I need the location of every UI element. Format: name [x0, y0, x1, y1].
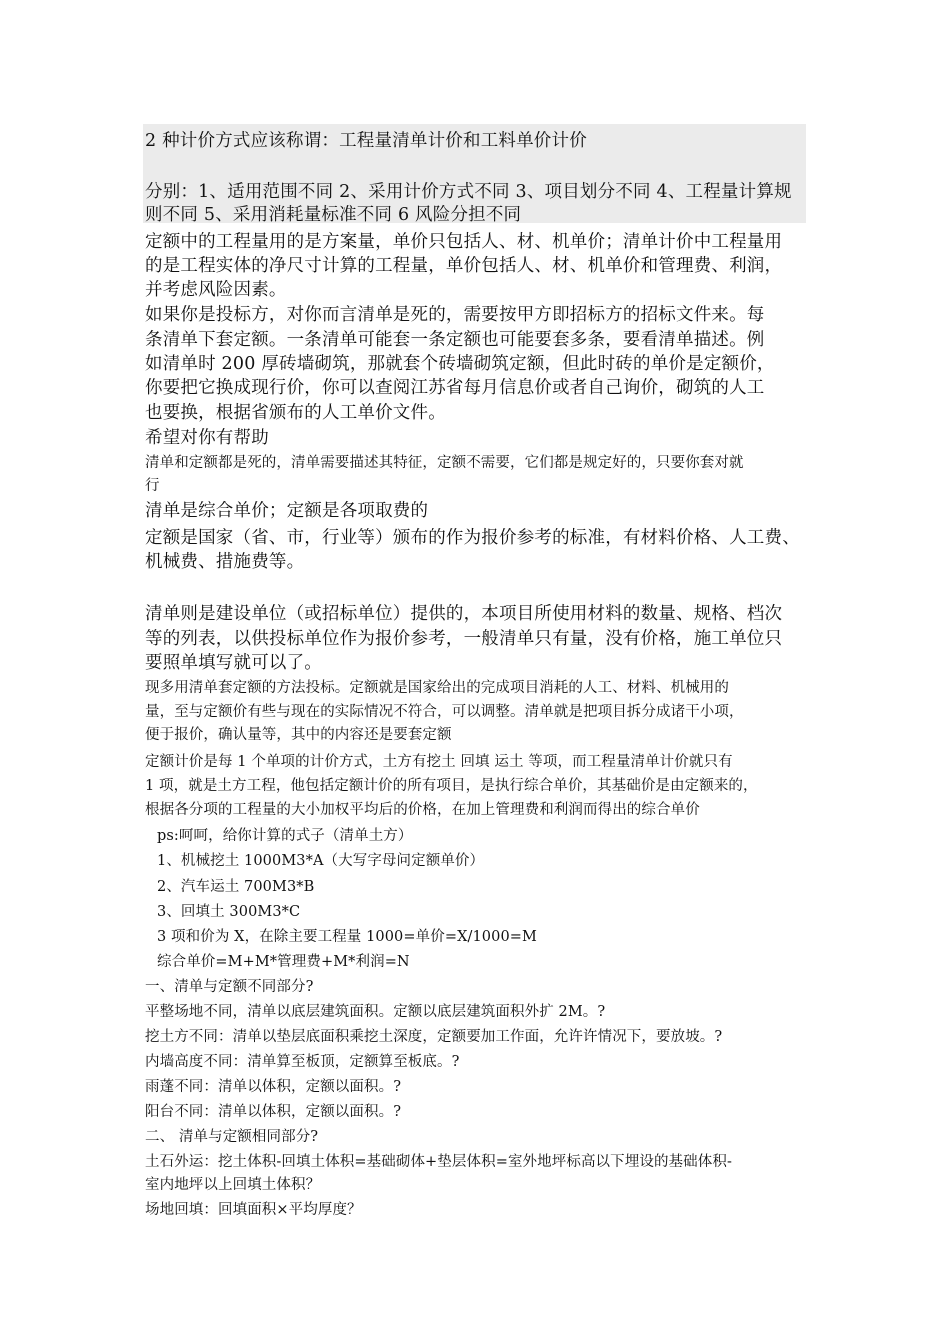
para1-line-1: 定额中的工程量用的是方案量，单价只包括人、材、机单价；清单计价中工程量用 [145, 232, 783, 252]
diff-line-4: 内墙高度不同：清单算至板顶，定额算至板底。? [145, 1054, 460, 1070]
para1-line-3: 并考虑风险因素。 [145, 280, 287, 300]
para5-line: 清单是综合单价；定额是各项取费的 [145, 501, 429, 521]
para9-line-2: 1 项，就是土方工程，他包括定额计价的所有项目，是执行综合单价，其基础价是由定额来的， [145, 778, 758, 794]
para8-line-2: 量，至与定额价有些与现在的实际情况不符合，可以调整。清单就是把项目拆分成诸干小项， [145, 704, 744, 720]
para2-line-1: 如果你是投标方，对你而言清单是死的，需要按甲方即招标方的招标文件来。每 [145, 305, 765, 325]
para2-line-4: 你要把它换成现行价，你可以查阅江苏省每月信息价或者自己询价，砌筑的人工 [145, 378, 765, 398]
para3-line: 希望对你有帮助 [145, 428, 269, 448]
diff-line-1: 一、清单与定额不同部分? [145, 979, 314, 995]
diff-line-6: 阳台不同：清单以体积，定额以面积。? [145, 1104, 402, 1120]
diff-line-9: 室内地坪以上回填土体积？ [145, 1177, 321, 1193]
para9-line-1: 定额计价是每 1 个单项的计价方式，土方有挖土 回填 运土 等项，而工程量清单计价就只有 [145, 754, 733, 770]
para2-line-5: 也要换，根据省颁布的人工单价文件。 [145, 403, 446, 423]
para2-line-2: 条清单下套定额。一条清单可能套一条定额也可能要套多条，要看清单描述。例 [145, 330, 765, 350]
diff-line-2: 平整场地不同，清单以底层建筑面积。定额以底层建筑面积外扩 2M。? [145, 1004, 606, 1020]
diff-line-5: 雨蓬不同：清单以体积，定额以面积。? [145, 1079, 402, 1095]
header-line-1: 2 种计价方式应该称谓：工程量清单计价和工料单价计价 [145, 131, 587, 151]
para6-line-1: 定额是国家（省、市，行业等）颁布的作为报价参考的标准，有材料价格、人工费、 [145, 528, 800, 548]
para8-line-3: 便于报价，确认量等，其中的内容还是要套定额 [145, 727, 452, 743]
para7-line-1: 清单则是建设单位（或招标单位）提供的，本项目所使用材料的数量、规格、档次 [145, 604, 783, 624]
calc-line-1: ps:呵呵，给你计算的式子（清单土方） [157, 828, 413, 844]
calc-line-4: 3、回填土 300M3*C [157, 904, 301, 920]
para1-line-2: 的是工程实体的净尺寸计算的工程量，单价包括人、材、机单价和管理费、利润， [145, 256, 783, 276]
para6-line-2: 机械费、措施费等。 [145, 552, 305, 572]
para2-line-3: 如清单时 200 厚砖墙砌筑，那就套个砖墙砌筑定额，但此时砖的单价是定额价， [145, 354, 775, 374]
calc-line-6: 综合单价=M+M*管理费+M*利润=N [157, 954, 410, 970]
header-line-2: 分别：1、适用范围不同 2、采用计价方式不同 3、项目划分不同 4、工程量计算规 [145, 182, 792, 202]
header-line-3: 则不同 5、采用消耗量标准不同 6 风险分担不同 [145, 205, 522, 225]
para7-line-3: 要照单填写就可以了。 [145, 653, 322, 673]
diff-line-7: 二、 清单与定额相同部分? [145, 1129, 319, 1145]
diff-line-10: 场地回填：回填面积×平均厚度？ [145, 1202, 362, 1218]
para4-line-2: 行 [145, 478, 160, 494]
calc-line-5: 3 项和价为 X，在除主要工程量 1000=单价=X/1000=M [157, 929, 537, 945]
diff-line-8: 土石外运：挖土体积-回填土体积=基础砌体+垫层体积=室外地坪标高以下埋设的基础体积- [145, 1154, 732, 1170]
para7-line-2: 等的列表，以供投标单位作为报价参考，一般清单只有量，没有价格，施工单位只 [145, 629, 783, 649]
calc-line-2: 1、机械挖土 1000M3*A（大写字母问定额单价） [157, 853, 485, 869]
para4-line-1: 清单和定额都是死的，清单需要描述其特征，定额不需要，它们都是规定好的，只要你套对就 [145, 455, 744, 471]
para8-line-1: 现多用清单套定额的方法投标。定额就是国家给出的完成项目消耗的人工、材料、机械用的 [145, 680, 729, 696]
diff-line-3: 挖土方不同：清单以垫层底面积乘挖土深度，定额要加工作面，允许许情况下，要放坡。? [145, 1029, 723, 1045]
calc-line-3: 2、汽车运土 700M3*B [157, 879, 315, 895]
para9-line-3: 根据各分项的工程量的大小加权平均后的价格，在加上管理费和利润而得出的综合单价 [145, 802, 700, 818]
